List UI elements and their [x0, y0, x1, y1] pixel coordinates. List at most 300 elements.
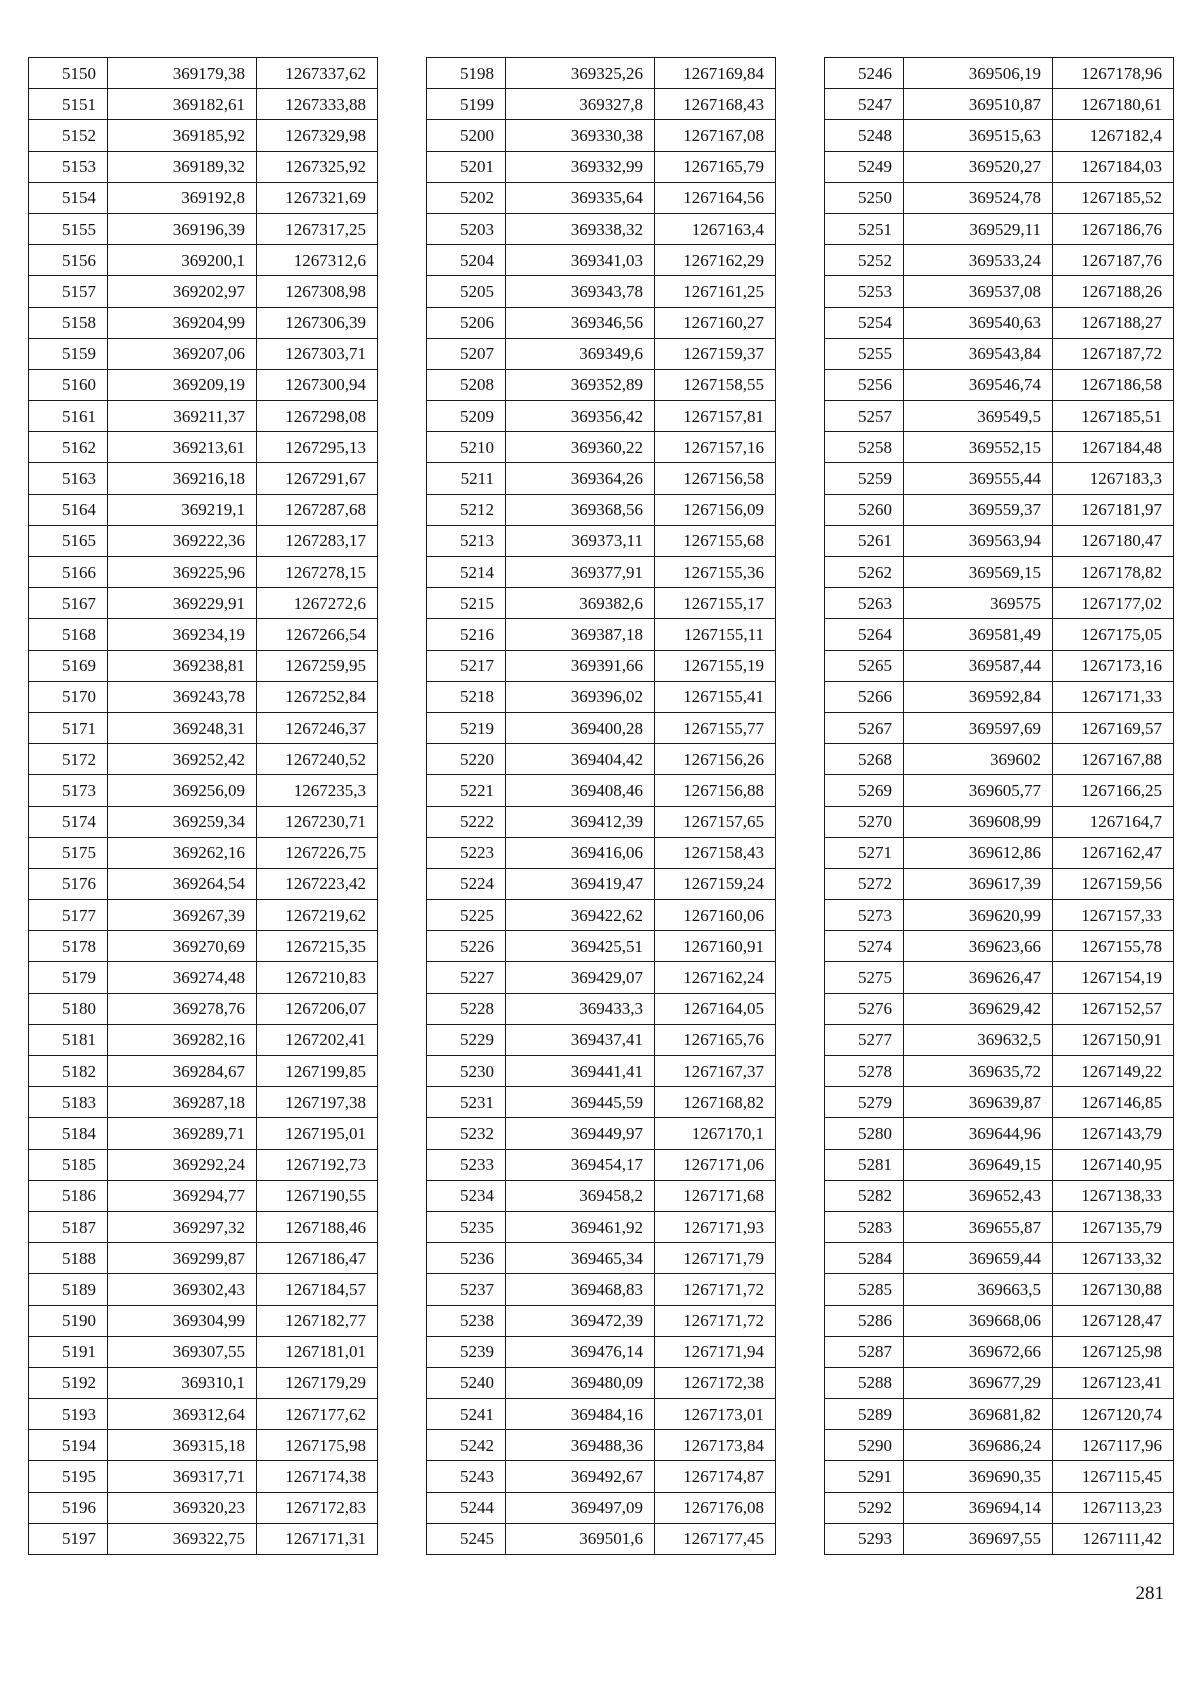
y-coordinate-cell: 1267172,38	[655, 1367, 776, 1398]
y-coordinate-cell: 1267303,71	[257, 338, 378, 369]
table-row	[427, 931, 776, 962]
x-coordinate-cell: 369304,99	[108, 1305, 257, 1336]
point-number-cell: 5270	[825, 806, 904, 837]
y-coordinate-cell: 1267164,7	[1053, 806, 1174, 837]
point-number-cell: 5224	[427, 868, 506, 899]
y-coordinate-cell: 1267156,26	[655, 744, 776, 775]
y-coordinate-cell: 1267169,57	[1053, 712, 1174, 743]
point-number-cell: 5200	[427, 120, 506, 151]
x-coordinate-cell: 369248,31	[108, 712, 257, 743]
point-number-cell: 5170	[29, 681, 108, 712]
table-row	[825, 245, 1174, 276]
x-coordinate-cell: 369294,77	[108, 1180, 257, 1211]
y-coordinate-cell: 1267171,94	[655, 1336, 776, 1367]
y-coordinate-cell: 1267187,76	[1053, 245, 1174, 276]
point-number-cell: 5261	[825, 525, 904, 556]
point-number-cell: 5190	[29, 1305, 108, 1336]
table-row	[427, 1274, 776, 1305]
table-row	[427, 463, 776, 494]
table-row	[825, 962, 1174, 993]
y-coordinate-cell: 1267157,65	[655, 806, 776, 837]
table-row	[427, 120, 776, 151]
x-coordinate-cell: 369412,39	[506, 806, 655, 837]
x-coordinate-cell: 369396,02	[506, 681, 655, 712]
point-number-cell: 5151	[29, 89, 108, 120]
x-coordinate-cell: 369387,18	[506, 619, 655, 650]
y-coordinate-cell: 1267163,4	[655, 213, 776, 244]
table-row	[825, 1399, 1174, 1430]
x-coordinate-cell: 369320,23	[108, 1492, 257, 1523]
y-coordinate-cell: 1267186,76	[1053, 213, 1174, 244]
table-row	[29, 1367, 378, 1398]
y-coordinate-cell: 1267171,33	[1053, 681, 1174, 712]
point-number-cell: 5221	[427, 775, 506, 806]
point-number-cell: 5258	[825, 432, 904, 463]
table-row	[825, 1305, 1174, 1336]
y-coordinate-cell: 1267235,3	[257, 775, 378, 806]
x-coordinate-cell: 369506,19	[904, 58, 1053, 89]
table-row	[825, 401, 1174, 432]
point-number-cell: 5247	[825, 89, 904, 120]
x-coordinate-cell: 369274,48	[108, 962, 257, 993]
y-coordinate-cell: 1267160,06	[655, 900, 776, 931]
y-coordinate-cell: 1267155,11	[655, 619, 776, 650]
table-row	[427, 900, 776, 931]
point-number-cell: 5167	[29, 588, 108, 619]
x-coordinate-cell: 369287,18	[108, 1087, 257, 1118]
y-coordinate-cell: 1267171,68	[655, 1180, 776, 1211]
table-row	[825, 182, 1174, 213]
y-coordinate-cell: 1267164,05	[655, 993, 776, 1024]
y-coordinate-cell: 1267175,05	[1053, 619, 1174, 650]
table-row	[29, 432, 378, 463]
table-row	[29, 993, 378, 1024]
x-coordinate-cell: 369262,16	[108, 837, 257, 868]
y-coordinate-cell: 1267187,72	[1053, 338, 1174, 369]
point-number-cell: 5265	[825, 650, 904, 681]
x-coordinate-cell: 369179,38	[108, 58, 257, 89]
x-coordinate-cell: 369312,64	[108, 1399, 257, 1430]
y-coordinate-cell: 1267223,42	[257, 868, 378, 899]
x-coordinate-cell: 369289,71	[108, 1118, 257, 1149]
table-row	[427, 1149, 776, 1180]
x-coordinate-cell: 369476,14	[506, 1336, 655, 1367]
point-number-cell: 5245	[427, 1523, 506, 1554]
point-number-cell: 5182	[29, 1056, 108, 1087]
table-row	[825, 58, 1174, 89]
coordinates-table-2	[426, 57, 776, 1555]
table-row	[29, 1305, 378, 1336]
y-coordinate-cell: 1267186,47	[257, 1243, 378, 1274]
point-number-cell: 5188	[29, 1243, 108, 1274]
x-coordinate-cell: 369422,62	[506, 900, 655, 931]
table-row	[29, 369, 378, 400]
point-number-cell: 5207	[427, 338, 506, 369]
y-coordinate-cell: 1267155,68	[655, 525, 776, 556]
y-coordinate-cell: 1267111,42	[1053, 1523, 1174, 1554]
y-coordinate-cell: 1267155,19	[655, 650, 776, 681]
x-coordinate-cell: 369332,99	[506, 151, 655, 182]
x-coordinate-cell: 369211,37	[108, 401, 257, 432]
point-number-cell: 5218	[427, 681, 506, 712]
table-row	[29, 1492, 378, 1523]
table-row	[825, 868, 1174, 899]
table-row	[29, 744, 378, 775]
table-row	[29, 245, 378, 276]
table-row	[29, 1118, 378, 1149]
y-coordinate-cell: 1267171,72	[655, 1305, 776, 1336]
point-number-cell: 5266	[825, 681, 904, 712]
x-coordinate-cell: 369620,99	[904, 900, 1053, 931]
x-coordinate-cell: 369182,61	[108, 89, 257, 120]
table-row	[825, 1430, 1174, 1461]
y-coordinate-cell: 1267278,15	[257, 557, 378, 588]
point-number-cell: 5232	[427, 1118, 506, 1149]
x-coordinate-cell: 369449,97	[506, 1118, 655, 1149]
y-coordinate-cell: 1267178,96	[1053, 58, 1174, 89]
table-row	[825, 775, 1174, 806]
table-row	[29, 307, 378, 338]
x-coordinate-cell: 369533,24	[904, 245, 1053, 276]
point-number-cell: 5174	[29, 806, 108, 837]
y-coordinate-cell: 1267160,27	[655, 307, 776, 338]
table-row	[825, 619, 1174, 650]
table-row	[427, 307, 776, 338]
point-number-cell: 5282	[825, 1180, 904, 1211]
x-coordinate-cell: 369299,87	[108, 1243, 257, 1274]
x-coordinate-cell: 369686,24	[904, 1430, 1053, 1461]
point-number-cell: 5285	[825, 1274, 904, 1305]
table-row	[29, 120, 378, 151]
y-coordinate-cell: 1267188,27	[1053, 307, 1174, 338]
y-coordinate-cell: 1267167,37	[655, 1056, 776, 1087]
y-coordinate-cell: 1267155,17	[655, 588, 776, 619]
table-row	[29, 837, 378, 868]
table-row	[825, 712, 1174, 743]
x-coordinate-cell: 369655,87	[904, 1211, 1053, 1242]
point-number-cell: 5157	[29, 276, 108, 307]
point-number-cell: 5257	[825, 401, 904, 432]
point-number-cell: 5177	[29, 900, 108, 931]
x-coordinate-cell: 369563,94	[904, 525, 1053, 556]
x-coordinate-cell: 369360,22	[506, 432, 655, 463]
x-coordinate-cell: 369219,1	[108, 494, 257, 525]
x-coordinate-cell: 369346,56	[506, 307, 655, 338]
y-coordinate-cell: 1267180,47	[1053, 525, 1174, 556]
x-coordinate-cell: 369264,54	[108, 868, 257, 899]
table-row	[29, 712, 378, 743]
table-row	[29, 1149, 378, 1180]
table-row	[427, 681, 776, 712]
x-coordinate-cell: 369209,19	[108, 369, 257, 400]
point-number-cell: 5267	[825, 712, 904, 743]
table-row	[427, 1056, 776, 1087]
point-number-cell: 5201	[427, 151, 506, 182]
x-coordinate-cell: 369200,1	[108, 245, 257, 276]
table-row	[427, 1399, 776, 1430]
x-coordinate-cell: 369252,42	[108, 744, 257, 775]
table-row	[427, 1430, 776, 1461]
point-number-cell: 5269	[825, 775, 904, 806]
x-coordinate-cell: 369330,38	[506, 120, 655, 151]
x-coordinate-cell: 369690,35	[904, 1461, 1053, 1492]
table-row	[29, 775, 378, 806]
x-coordinate-cell: 369468,83	[506, 1274, 655, 1305]
x-coordinate-cell: 369515,63	[904, 120, 1053, 151]
table-row	[427, 557, 776, 588]
table-row	[825, 213, 1174, 244]
x-coordinate-cell: 369278,76	[108, 993, 257, 1024]
table-row	[427, 1336, 776, 1367]
point-number-cell: 5276	[825, 993, 904, 1024]
point-number-cell: 5229	[427, 1024, 506, 1055]
point-number-cell: 5153	[29, 151, 108, 182]
table-row	[29, 1430, 378, 1461]
x-coordinate-cell: 369555,44	[904, 463, 1053, 494]
point-number-cell: 5264	[825, 619, 904, 650]
point-number-cell: 5241	[427, 1399, 506, 1430]
table-row	[29, 1211, 378, 1242]
y-coordinate-cell: 1267158,43	[655, 837, 776, 868]
table-row	[825, 494, 1174, 525]
y-coordinate-cell: 1267167,08	[655, 120, 776, 151]
point-number-cell: 5155	[29, 213, 108, 244]
x-coordinate-cell: 369325,26	[506, 58, 655, 89]
y-coordinate-cell: 1267195,01	[257, 1118, 378, 1149]
x-coordinate-cell: 369404,42	[506, 744, 655, 775]
point-number-cell: 5271	[825, 837, 904, 868]
point-number-cell: 5272	[825, 868, 904, 899]
x-coordinate-cell: 369559,37	[904, 494, 1053, 525]
y-coordinate-cell: 1267184,03	[1053, 151, 1174, 182]
point-number-cell: 5279	[825, 1087, 904, 1118]
y-coordinate-cell: 1267171,93	[655, 1211, 776, 1242]
point-number-cell: 5235	[427, 1211, 506, 1242]
x-coordinate-cell: 369364,26	[506, 463, 655, 494]
x-coordinate-cell: 369510,87	[904, 89, 1053, 120]
table-row	[29, 806, 378, 837]
table-row	[427, 712, 776, 743]
table-row	[427, 213, 776, 244]
point-number-cell: 5277	[825, 1024, 904, 1055]
table-row	[825, 837, 1174, 868]
point-number-cell: 5203	[427, 213, 506, 244]
y-coordinate-cell: 1267159,37	[655, 338, 776, 369]
y-coordinate-cell: 1267155,41	[655, 681, 776, 712]
table-row	[825, 1243, 1174, 1274]
table-row	[29, 1243, 378, 1274]
point-number-cell: 5211	[427, 463, 506, 494]
y-coordinate-cell: 1267329,98	[257, 120, 378, 151]
y-coordinate-cell: 1267168,43	[655, 89, 776, 120]
table-row	[825, 276, 1174, 307]
y-coordinate-cell: 1267159,24	[655, 868, 776, 899]
point-number-cell: 5213	[427, 525, 506, 556]
x-coordinate-cell: 369282,16	[108, 1024, 257, 1055]
point-number-cell: 5199	[427, 89, 506, 120]
y-coordinate-cell: 1267158,55	[655, 369, 776, 400]
point-number-cell: 5163	[29, 463, 108, 494]
point-number-cell: 5196	[29, 1492, 108, 1523]
point-number-cell: 5173	[29, 775, 108, 806]
y-coordinate-cell: 1267171,79	[655, 1243, 776, 1274]
table-row	[427, 962, 776, 993]
point-number-cell: 5252	[825, 245, 904, 276]
x-coordinate-cell: 369652,43	[904, 1180, 1053, 1211]
table-row	[29, 401, 378, 432]
x-coordinate-cell: 369546,74	[904, 369, 1053, 400]
point-number-cell: 5230	[427, 1056, 506, 1087]
x-coordinate-cell: 369243,78	[108, 681, 257, 712]
table-row	[825, 1336, 1174, 1367]
table-row	[427, 525, 776, 556]
point-number-cell: 5292	[825, 1492, 904, 1523]
y-coordinate-cell: 1267197,38	[257, 1087, 378, 1118]
table-row	[427, 151, 776, 182]
table-row	[29, 931, 378, 962]
table-row	[427, 837, 776, 868]
x-coordinate-cell: 369267,39	[108, 900, 257, 931]
table-row	[427, 775, 776, 806]
table-row	[29, 525, 378, 556]
x-coordinate-cell: 369540,63	[904, 307, 1053, 338]
point-number-cell: 5286	[825, 1305, 904, 1336]
y-coordinate-cell: 1267295,13	[257, 432, 378, 463]
x-coordinate-cell: 369605,77	[904, 775, 1053, 806]
table-row	[427, 1024, 776, 1055]
y-coordinate-cell: 1267321,69	[257, 182, 378, 213]
y-coordinate-cell: 1267128,47	[1053, 1305, 1174, 1336]
y-coordinate-cell: 1267130,88	[1053, 1274, 1174, 1305]
y-coordinate-cell: 1267157,33	[1053, 900, 1174, 931]
point-number-cell: 5283	[825, 1211, 904, 1242]
point-number-cell: 5175	[29, 837, 108, 868]
point-number-cell: 5233	[427, 1149, 506, 1180]
y-coordinate-cell: 1267181,01	[257, 1336, 378, 1367]
table-row	[427, 494, 776, 525]
point-number-cell: 5237	[427, 1274, 506, 1305]
x-coordinate-cell: 369635,72	[904, 1056, 1053, 1087]
table-row	[29, 276, 378, 307]
y-coordinate-cell: 1267157,81	[655, 401, 776, 432]
y-coordinate-cell: 1267162,47	[1053, 837, 1174, 868]
x-coordinate-cell: 369202,97	[108, 276, 257, 307]
y-coordinate-cell: 1267174,87	[655, 1461, 776, 1492]
x-coordinate-cell: 369335,64	[506, 182, 655, 213]
x-coordinate-cell: 369216,18	[108, 463, 257, 494]
y-coordinate-cell: 1267162,24	[655, 962, 776, 993]
point-number-cell: 5293	[825, 1523, 904, 1554]
point-number-cell: 5184	[29, 1118, 108, 1149]
table-row	[825, 432, 1174, 463]
point-number-cell: 5194	[29, 1430, 108, 1461]
table-row	[825, 1523, 1174, 1554]
y-coordinate-cell: 1267181,97	[1053, 494, 1174, 525]
table-row	[825, 369, 1174, 400]
table-row	[29, 151, 378, 182]
x-coordinate-cell: 369649,15	[904, 1149, 1053, 1180]
y-coordinate-cell: 1267170,1	[655, 1118, 776, 1149]
point-number-cell: 5287	[825, 1336, 904, 1367]
table-row	[825, 1180, 1174, 1211]
table-row	[427, 182, 776, 213]
y-coordinate-cell: 1267308,98	[257, 276, 378, 307]
coordinates-table-body	[427, 58, 776, 1555]
x-coordinate-cell: 369602	[904, 744, 1053, 775]
point-number-cell: 5161	[29, 401, 108, 432]
point-number-cell: 5227	[427, 962, 506, 993]
point-number-cell: 5206	[427, 307, 506, 338]
point-number-cell: 5214	[427, 557, 506, 588]
table-row	[825, 1461, 1174, 1492]
table-row	[29, 557, 378, 588]
x-coordinate-cell: 369681,82	[904, 1399, 1053, 1430]
y-coordinate-cell: 1267150,91	[1053, 1024, 1174, 1055]
point-number-cell: 5176	[29, 868, 108, 899]
table-row	[29, 900, 378, 931]
point-number-cell: 5268	[825, 744, 904, 775]
coordinates-table-1	[28, 57, 378, 1555]
point-number-cell: 5273	[825, 900, 904, 931]
point-number-cell: 5158	[29, 307, 108, 338]
point-number-cell: 5231	[427, 1087, 506, 1118]
point-number-cell: 5217	[427, 650, 506, 681]
table-row	[825, 557, 1174, 588]
y-coordinate-cell: 1267240,52	[257, 744, 378, 775]
table-row	[427, 58, 776, 89]
point-number-cell: 5209	[427, 401, 506, 432]
point-number-cell: 5197	[29, 1523, 108, 1554]
table-row	[29, 619, 378, 650]
table-row	[825, 1367, 1174, 1398]
point-number-cell: 5216	[427, 619, 506, 650]
point-number-cell: 5256	[825, 369, 904, 400]
x-coordinate-cell: 369480,09	[506, 1367, 655, 1398]
point-number-cell: 5192	[29, 1367, 108, 1398]
x-coordinate-cell: 369189,32	[108, 151, 257, 182]
table-row	[427, 744, 776, 775]
y-coordinate-cell: 1267154,19	[1053, 962, 1174, 993]
point-number-cell: 5280	[825, 1118, 904, 1149]
y-coordinate-cell: 1267184,48	[1053, 432, 1174, 463]
table-row	[29, 89, 378, 120]
y-coordinate-cell: 1267202,41	[257, 1024, 378, 1055]
table-row	[29, 1399, 378, 1430]
point-number-cell: 5225	[427, 900, 506, 931]
point-number-cell: 5254	[825, 307, 904, 338]
table-row	[29, 338, 378, 369]
x-coordinate-cell: 369454,17	[506, 1149, 655, 1180]
x-coordinate-cell: 369524,78	[904, 182, 1053, 213]
point-number-cell: 5171	[29, 712, 108, 743]
coordinates-table-3	[824, 57, 1174, 1555]
y-coordinate-cell: 1267246,37	[257, 712, 378, 743]
x-coordinate-cell: 369472,39	[506, 1305, 655, 1336]
point-number-cell: 5189	[29, 1274, 108, 1305]
table-row	[29, 213, 378, 244]
table-row	[427, 650, 776, 681]
point-number-cell: 5165	[29, 525, 108, 556]
point-number-cell: 5150	[29, 58, 108, 89]
x-coordinate-cell: 369608,99	[904, 806, 1053, 837]
y-coordinate-cell: 1267180,61	[1053, 89, 1174, 120]
point-number-cell: 5215	[427, 588, 506, 619]
point-number-cell: 5164	[29, 494, 108, 525]
x-coordinate-cell: 369659,44	[904, 1243, 1053, 1274]
y-coordinate-cell: 1267173,16	[1053, 650, 1174, 681]
table-row	[825, 1024, 1174, 1055]
table-row	[825, 120, 1174, 151]
